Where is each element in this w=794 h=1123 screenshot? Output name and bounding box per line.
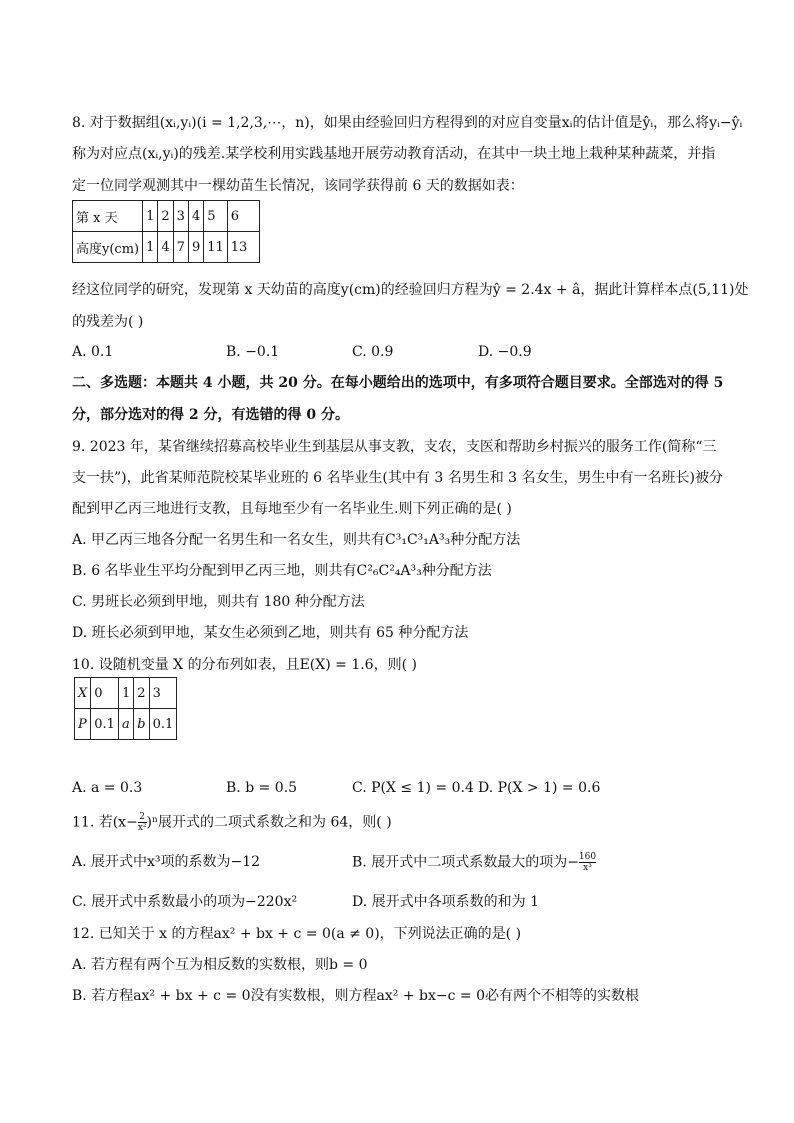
q8-option-a: A. 0.1 bbox=[72, 344, 114, 360]
table-cell: 1 bbox=[143, 232, 158, 263]
table-cell: 9 bbox=[188, 232, 203, 263]
table-row bbox=[75, 678, 177, 709]
q9-line1: 9. 2023 年，某省继续招募高校毕业生到基层从事支教，支农，支医和帮助乡村振兴的服务工作(简称“三 bbox=[72, 439, 717, 455]
table-cell: X bbox=[75, 678, 91, 709]
q11-frac-num: 2 bbox=[139, 812, 146, 822]
q9-option-a: A. 甲乙丙三地各分配一名男生和一名女生，则共有C³₁C³₁A³₃种分配方法 bbox=[72, 532, 521, 548]
q9-option-b: B. 6 名毕业生平均分配到甲乙丙三地，则共有C²₆C²₄A³₃种分配方法 bbox=[72, 563, 492, 579]
q12-option-b: B. 若方程ax² + bx + c = 0没有实数根，则方程ax² + bx−c = 0必有两个不相等的实数根 bbox=[72, 988, 639, 1004]
table-cell: 2 bbox=[158, 201, 173, 232]
table-cell: 1 bbox=[143, 201, 158, 232]
q11-option-b-num: 160 bbox=[578, 852, 597, 862]
q8-line2: 称为对应点(xᵢ,yᵢ)的残差.某学校利用实践基地开展劳动教育活动，在其中一块土地上栽种某种蔬菜，并指 bbox=[72, 146, 716, 162]
q8-option-d: D. −0.9 bbox=[478, 344, 532, 360]
q9-line2: 支一扶”)，此省某师范院校某毕业班的 6 名毕业生(其中有 3 名男生和 3 名女生，男生中有一名班长)被分 bbox=[72, 470, 723, 486]
table-cell: a bbox=[118, 709, 133, 740]
table-cell: 4 bbox=[188, 201, 203, 232]
table-cell: 3 bbox=[173, 201, 188, 232]
q11-stem-pre: 11. 若(x− bbox=[72, 814, 138, 831]
section2-line2: 分，部分选对的得 2 分，有选错的得 0 分。 bbox=[72, 407, 349, 423]
table-cell: 第 x 天 bbox=[73, 201, 143, 232]
q8-line4: 经这位同学的研究，发现第 x 天幼苗的高度y(cm)的经验回归方程为ŷ = 2.4x + â，据此计算样本点(5,11)处 bbox=[72, 282, 749, 298]
q10-option-a: A. a = 0.3 bbox=[72, 780, 143, 796]
table-cell: 11 bbox=[204, 232, 228, 263]
section2-line1: 二、多选题：本题共 4 小题，共 20 分。在每小题给出的选项中，有多项符合题目要求。全部选对的得 5 bbox=[72, 375, 724, 391]
q11-option-b bbox=[352, 852, 596, 873]
table-row bbox=[75, 709, 177, 740]
table-cell: 13 bbox=[227, 232, 260, 263]
q9-option-d: D. 班长必须到甲地，某女生必须到乙地，则共有 65 种分配方法 bbox=[72, 625, 469, 641]
q11-fraction bbox=[138, 812, 147, 833]
table-cell: 高度y(cm) bbox=[73, 232, 143, 263]
table-cell: P bbox=[75, 709, 91, 740]
table-cell: b bbox=[134, 709, 149, 740]
q9-option-c: C. 男班长必须到甲地，则共有 180 种分配方法 bbox=[72, 594, 365, 610]
q9-line3: 配到甲乙丙三地进行支教，且每地至少有一名毕业生.则下列正确的是( ) bbox=[72, 501, 512, 517]
q10-line1: 10. 设随机变量 X 的分布列如表，且E(X) = 1.6，则( ) bbox=[72, 657, 417, 673]
q11-option-c: C. 展开式中系数最小的项为−220x² bbox=[72, 894, 298, 910]
q8-line1: 8. 对于数据组(xᵢ,yᵢ)(i = 1,2,3,⋯，n)，如果由经验回归方程得到的对应自变量xᵢ的估计值是ŷᵢ，那么将yᵢ−ŷᵢ bbox=[72, 115, 743, 131]
table-cell: 0.1 bbox=[149, 709, 177, 740]
table-cell: 5 bbox=[204, 201, 228, 232]
q10-option-c: C. P(X ≤ 1) = 0.4 bbox=[352, 780, 474, 796]
table-cell: 4 bbox=[158, 232, 173, 263]
table-cell: 1 bbox=[118, 678, 133, 709]
q11-stem bbox=[72, 812, 392, 833]
q12-line1: 12. 已知关于 x 的方程ax² + bx + c = 0(a ≠ 0)，下列说法正确的是( ) bbox=[72, 926, 522, 942]
q11-option-d: D. 展开式中各项系数的和为 1 bbox=[352, 894, 539, 910]
table-cell: 7 bbox=[173, 232, 188, 263]
q10-option-d: D. P(X > 1) = 0.6 bbox=[478, 780, 601, 796]
q8-line3: 定一位同学观测其中一棵幼苗生长情况，该同学获得前 6 天的数据如表： bbox=[72, 178, 524, 194]
table-cell: 2 bbox=[134, 678, 149, 709]
table-row bbox=[73, 201, 260, 232]
q8-line5: 的残差为( ) bbox=[72, 314, 144, 330]
table-cell: 6 bbox=[227, 201, 260, 232]
table-cell: 0.1 bbox=[91, 709, 119, 740]
q11-option-a: A. 展开式中x³项的系数为−12 bbox=[72, 854, 261, 870]
q11-stem-post: )ⁿ展开式的二项式系数之和为 64，则( ) bbox=[146, 814, 392, 831]
q8-option-b: B. −0.1 bbox=[226, 344, 280, 360]
table-cell: 3 bbox=[149, 678, 177, 709]
q11-option-b-den: x³ bbox=[583, 863, 592, 873]
q10-distribution-table bbox=[74, 677, 177, 740]
q12-option-a: A. 若方程有两个互为相反数的实数根，则b = 0 bbox=[72, 957, 368, 973]
table-cell: 0 bbox=[91, 678, 119, 709]
q10-option-b: B. b = 0.5 bbox=[226, 780, 298, 796]
q11-frac-den: x² bbox=[137, 823, 147, 833]
q8-data-table bbox=[72, 200, 260, 263]
q11-option-b-text: B. 展开式中二项式系数最大的项为− bbox=[352, 854, 579, 871]
q11-option-b-fraction bbox=[579, 852, 596, 873]
q8-option-c: C. 0.9 bbox=[352, 344, 394, 360]
table-row bbox=[73, 232, 260, 263]
